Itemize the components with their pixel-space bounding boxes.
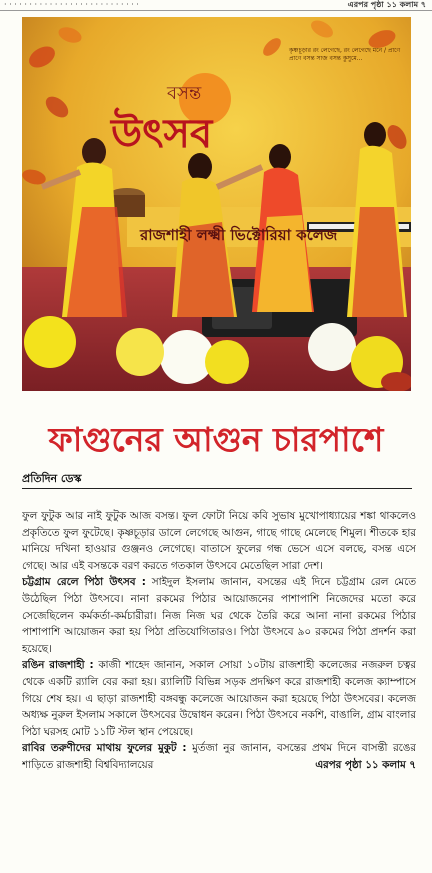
paragraph-lead: রঙিন রাজশাহী : [22,659,94,672]
photo-caption: কৃষ্ণচূড়ার রং লেগেছে, রং লেগেছে মনে / প্রাণে প্রাণে বসন্ত সাজ বসন্ত কুসুমে... [289,47,401,62]
byline-rule [22,488,412,489]
basanta-utsab-logo [107,69,247,159]
stage-banner-text: রাজশাহী লক্ষ্মী ভিক্টোরিয়া কলেজ [140,226,338,244]
paragraph-text: মুর্তজা নুর জানান, বসন্তের প্রথম দিনে বাসন্তী রঙের শাড়িতে রাজশাহী বিশ্ববিদ্যালয়ের [22,742,416,771]
news-photo [22,17,411,391]
paragraph-rabi [22,740,416,773]
paragraph-text: কাজী শাহেদ জানান, সকাল সোয়া ১০টায় রাজশাহী কলেজের নজরুল চত্বর থেকে একটি র‍্যালি বের করা হয়। র‍্যালিটি বিভিন্ন সড়ক প্রদক্ষিণ করে রাজশাহী কলেজ ক্যাম্পাসে গিয়ে শেষ হয়। এ ছাড়া রাজশাহী বঙ্গবন্ধু কলেজে আয়োজন করা হয়েছে পিঠা উৎসবের। কলেজ অধ্যক্ষ নুরুল ইসলাম সকালে উৎসবের উদ্বোধন করেন। পিঠা উৎসবে নকশি, বাঙালি, গ্রাম বাংলার পিঠা ঘরসহ মোট ১১টি স্টল স্থান পেয়েছে। [22,659,416,738]
top-strip-left: · · · · · · · · · · · · · · · · · · · · · · · · · · · [4,0,139,9]
logo-big-text: উৎসব [111,111,213,157]
paragraph-intro [22,508,416,574]
paragraph-lead: রাবির তরুণীদের মাথায় ফুলের মুকুট : [22,742,187,755]
paragraph-rajshahi [22,657,416,740]
headline: ফাগুনের আগুন চারপাশে [48,420,384,459]
byline: প্রতিদিন ডেস্ক [22,472,82,485]
paragraph-text: সাইদুল ইসলাম জানান, বসন্তের এই দিনে চট্টগ্রাম রেল মেতে উঠেছিল পিঠা উৎসবে। নানা রকমের পিঠার আয়োজনের পাশাপাশি নিজেদের মতো করে সেজেছিলেন কর্মকর্তা-কর্মচারীরা। নিজ নিজ ঘর থেকে তৈরি করে আনা নানা রকমের পিঠার পাশাপাশি আয়োজন করা হয় পিঠা প্রতিযোগিতারও। পিঠা উৎসবে ৯০ রকমের পিঠা প্রদর্শন করা হয়েছে। [22,576,416,655]
top-strip [0,0,432,11]
paragraph-lead: চট্টগ্রাম রেলে পিঠা উৎসব : [22,576,146,589]
article-body [22,508,416,860]
logo-small-text: বসন্ত [167,83,202,104]
paragraph-chattogram [22,574,416,657]
continuation-note[interactable]: এরপর পৃষ্ঠা ১১ কলাম ৭ [309,757,416,774]
paragraph-text: ফুল ফুটুক আর নাই ফুটুক আজ বসন্ত। ফুল ফোটা নিয়ে কবি সুভাষ মুখোপাধ্যায়ের শঙ্কা থাকলেও প্রকৃতিতে ফুল ফুটেছে। কৃষ্ণচূড়ার ডালে লেগেছে আগুন, গাছে গাছে মেলেছে শিমুল। শীতকে হার মানিয়ে দখিনা হাওয়ার গুঞ্জনও লেগেছে। বাতাসে ফুলের গন্ধ ভেসে এসে বলছে, বসন্ত এসে গেছে। আর এই বসন্তকে বরণ করতে গতকাল উৎসবে মেতেছিল সারা দেশ। [22,510,416,572]
top-strip-right: এরপর পৃষ্ঠা ১১ কলাম ৭ [347,0,426,9]
